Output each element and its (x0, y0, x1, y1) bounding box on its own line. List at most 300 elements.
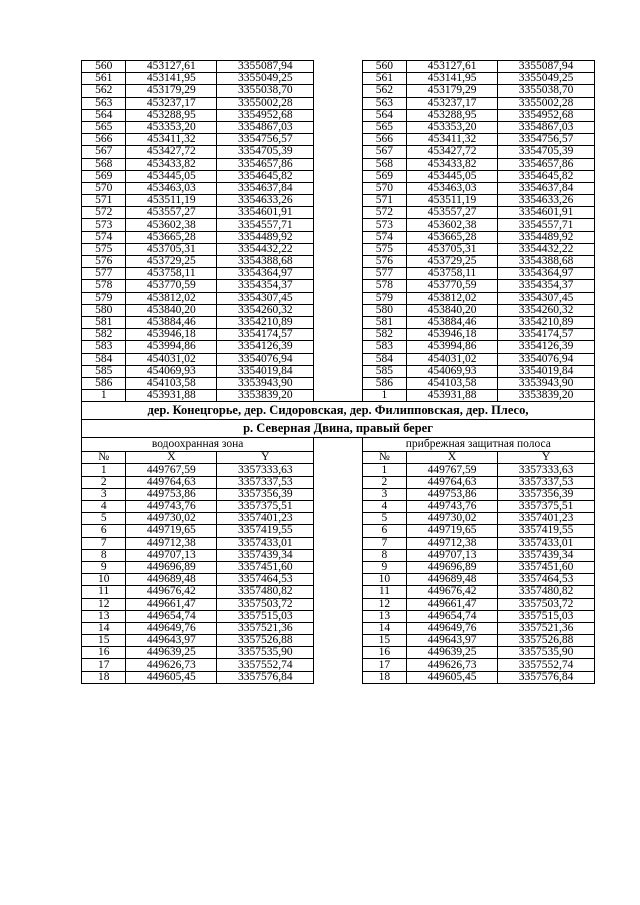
right-point-number: 16 (362, 647, 406, 659)
left-x-coordinate: 453288,95 (126, 109, 217, 121)
left-point-number: 560 (82, 61, 126, 73)
left-x-coordinate: 453433,82 (126, 158, 217, 170)
table-row (82, 377, 595, 389)
right-x-coordinate: 453141,95 (407, 73, 498, 85)
left-y-coordinate: 3355038,70 (217, 85, 314, 97)
left-x-coordinate: 454031,02 (126, 353, 217, 365)
left-y-coordinate: 3354489,92 (217, 231, 314, 243)
left-x-coordinate: 449661,47 (126, 598, 217, 610)
right-x-coordinate: 453511,19 (407, 195, 498, 207)
right-y-coordinate: 3355087,94 (498, 61, 595, 73)
right-y-coordinate: 3354489,92 (498, 231, 595, 243)
left-point-number: 576 (82, 256, 126, 268)
left-y-coordinate: 3357576,84 (217, 671, 314, 683)
right-point-number: 1 (362, 390, 406, 402)
left-x-coordinate: 454103,58 (126, 377, 217, 389)
left-point-number: 584 (82, 353, 126, 365)
right-y-coordinate: 3357552,74 (498, 659, 595, 671)
left-point-number: 578 (82, 280, 126, 292)
left-y-coordinate: 3357515,03 (217, 610, 314, 622)
left-y-coordinate: 3354601,91 (217, 207, 314, 219)
left-point-number: 577 (82, 268, 126, 280)
right-x-coordinate: 453411,32 (407, 134, 498, 146)
left-y-coordinate: 3357535,90 (217, 647, 314, 659)
right-x-coordinate: 449730,02 (407, 513, 498, 525)
left-y-coordinate: 3354388,68 (217, 256, 314, 268)
gap-cell (314, 671, 362, 683)
right-y-coordinate: 3354557,71 (498, 219, 595, 231)
gap-cell (314, 549, 362, 561)
right-point-number: 7 (362, 537, 406, 549)
left-point-number: 563 (82, 97, 126, 109)
top-rows (82, 61, 595, 402)
left-x-coordinate: 453729,25 (126, 256, 217, 268)
left-x-coordinate: 453127,61 (126, 61, 217, 73)
left-point-number: 572 (82, 207, 126, 219)
right-y-coordinate: 3357433,01 (498, 537, 595, 549)
right-y-coordinate: 3353839,20 (498, 390, 595, 402)
gap-cell (314, 207, 362, 219)
gap-cell (314, 170, 362, 182)
col-header-n: № (82, 452, 126, 464)
gap-cell (314, 280, 362, 292)
gap-cell (314, 537, 362, 549)
left-y-coordinate: 3357552,74 (217, 659, 314, 671)
left-y-coordinate: 3357401,23 (217, 513, 314, 525)
left-point-number: 564 (82, 109, 126, 121)
left-x-coordinate: 449707,13 (126, 549, 217, 561)
gap-cell (314, 574, 362, 586)
zone-right-label: прибрежная защитная полоса (362, 438, 594, 452)
right-point-number: 2 (362, 476, 406, 488)
left-y-coordinate: 3354952,68 (217, 109, 314, 121)
gap-cell (314, 304, 362, 316)
gap-cell (314, 158, 362, 170)
right-x-coordinate: 453770,59 (407, 280, 498, 292)
table-row (82, 353, 595, 365)
left-point-number: 567 (82, 146, 126, 158)
right-y-coordinate: 3357439,34 (498, 549, 595, 561)
right-x-coordinate: 453758,11 (407, 268, 498, 280)
left-y-coordinate: 3357464,53 (217, 574, 314, 586)
table-row (82, 537, 595, 549)
left-point-number: 5 (82, 513, 126, 525)
left-point-number: 16 (82, 647, 126, 659)
left-x-coordinate: 449712,38 (126, 537, 217, 549)
right-point-number: 561 (362, 73, 406, 85)
right-x-coordinate: 449654,74 (407, 610, 498, 622)
left-x-coordinate: 453237,17 (126, 97, 217, 109)
left-point-number: 573 (82, 219, 126, 231)
left-x-coordinate: 453884,46 (126, 316, 217, 328)
left-y-coordinate: 3355002,28 (217, 97, 314, 109)
left-x-coordinate: 449719,65 (126, 525, 217, 537)
right-point-number: 566 (362, 134, 406, 146)
right-point-number: 1 (362, 464, 406, 476)
right-point-number: 15 (362, 635, 406, 647)
right-point-number: 584 (362, 353, 406, 365)
left-point-number: 582 (82, 329, 126, 341)
left-y-coordinate: 3357480,82 (217, 586, 314, 598)
left-y-coordinate: 3354307,45 (217, 292, 314, 304)
left-point-number: 571 (82, 195, 126, 207)
right-point-number: 10 (362, 574, 406, 586)
right-x-coordinate: 453994,86 (407, 341, 498, 353)
table-row (82, 207, 595, 219)
gap-cell (314, 134, 362, 146)
table-row (82, 109, 595, 121)
left-point-number: 565 (82, 121, 126, 133)
right-point-number: 567 (362, 146, 406, 158)
left-y-coordinate: 3354867,03 (217, 121, 314, 133)
col-header-n: № (362, 452, 406, 464)
gap-cell (314, 195, 362, 207)
col-header-y: Y (498, 452, 595, 464)
gap-cell (314, 377, 362, 389)
right-y-coordinate: 3357535,90 (498, 647, 595, 659)
gap-cell (314, 341, 362, 353)
right-x-coordinate: 449764,63 (407, 476, 498, 488)
left-point-number: 6 (82, 525, 126, 537)
right-point-number: 571 (362, 195, 406, 207)
right-y-coordinate: 3357526,88 (498, 635, 595, 647)
right-x-coordinate: 449753,86 (407, 488, 498, 500)
right-y-coordinate: 3357480,82 (498, 586, 595, 598)
left-y-coordinate: 3354126,39 (217, 341, 314, 353)
right-x-coordinate: 453237,17 (407, 97, 498, 109)
left-x-coordinate: 449753,86 (126, 488, 217, 500)
left-x-coordinate: 449743,76 (126, 501, 217, 513)
right-x-coordinate: 453433,82 (407, 158, 498, 170)
right-y-coordinate: 3357451,60 (498, 561, 595, 573)
table-row (82, 329, 595, 341)
left-y-coordinate: 3354756,57 (217, 134, 314, 146)
right-point-number: 11 (362, 586, 406, 598)
table-row (82, 61, 595, 73)
left-x-coordinate: 449654,74 (126, 610, 217, 622)
right-y-coordinate: 3354657,86 (498, 158, 595, 170)
left-point-number: 18 (82, 671, 126, 683)
left-y-coordinate: 3357375,51 (217, 501, 314, 513)
right-point-number: 570 (362, 182, 406, 194)
table-row (82, 365, 595, 377)
left-y-coordinate: 3357526,88 (217, 635, 314, 647)
table-row (82, 549, 595, 561)
right-point-number: 586 (362, 377, 406, 389)
table-row (82, 586, 595, 598)
right-y-coordinate: 3354952,68 (498, 109, 595, 121)
table-row (82, 268, 595, 280)
table-row (82, 671, 595, 683)
left-x-coordinate: 453770,59 (126, 280, 217, 292)
right-point-number: 582 (362, 329, 406, 341)
left-x-coordinate: 453705,31 (126, 243, 217, 255)
section-title-line2: р. Северная Двина, правый берег (82, 420, 595, 438)
gap-cell (314, 353, 362, 365)
left-y-coordinate: 3354705,39 (217, 146, 314, 158)
right-point-number: 18 (362, 671, 406, 683)
left-x-coordinate: 449767,59 (126, 464, 217, 476)
table-row (82, 256, 595, 268)
left-point-number: 1 (82, 390, 126, 402)
right-x-coordinate: 453931,88 (407, 390, 498, 402)
table-row (82, 73, 595, 85)
right-y-coordinate: 3357333,63 (498, 464, 595, 476)
table-row (82, 501, 595, 513)
left-y-coordinate: 3354076,94 (217, 353, 314, 365)
gap-cell (314, 513, 362, 525)
gap-cell (314, 452, 362, 464)
table-row (82, 341, 595, 353)
bottom-rows (82, 464, 595, 683)
right-x-coordinate: 449767,59 (407, 464, 498, 476)
right-x-coordinate: 453288,95 (407, 109, 498, 121)
table-row (82, 598, 595, 610)
right-y-coordinate: 3354126,39 (498, 341, 595, 353)
right-point-number: 583 (362, 341, 406, 353)
left-x-coordinate: 453602,38 (126, 219, 217, 231)
gap-cell (314, 610, 362, 622)
right-x-coordinate: 453705,31 (407, 243, 498, 255)
gap-cell (314, 243, 362, 255)
gap-cell (314, 219, 362, 231)
left-y-coordinate: 3354432,22 (217, 243, 314, 255)
gap-cell (314, 268, 362, 280)
col-header-x: X (126, 452, 217, 464)
gap-cell (314, 97, 362, 109)
right-y-coordinate: 3355038,70 (498, 85, 595, 97)
left-y-coordinate: 3357337,53 (217, 476, 314, 488)
left-point-number: 562 (82, 85, 126, 97)
table-row (82, 134, 595, 146)
right-point-number: 565 (362, 121, 406, 133)
right-x-coordinate: 449689,48 (407, 574, 498, 586)
left-x-coordinate: 453931,88 (126, 390, 217, 402)
left-point-number: 570 (82, 182, 126, 194)
gap-cell (314, 109, 362, 121)
left-x-coordinate: 453511,19 (126, 195, 217, 207)
left-x-coordinate: 453353,20 (126, 121, 217, 133)
left-point-number: 581 (82, 316, 126, 328)
table-row (82, 195, 595, 207)
gap-cell (314, 647, 362, 659)
right-point-number: 562 (362, 85, 406, 97)
right-x-coordinate: 449676,42 (407, 586, 498, 598)
left-x-coordinate: 453141,95 (126, 73, 217, 85)
table-row (82, 390, 595, 402)
right-x-coordinate: 453946,18 (407, 329, 498, 341)
right-y-coordinate: 3353943,90 (498, 377, 595, 389)
right-y-coordinate: 3354354,37 (498, 280, 595, 292)
coordinates-table (81, 60, 595, 684)
left-y-coordinate: 3357521,36 (217, 622, 314, 634)
left-y-coordinate: 3357439,34 (217, 549, 314, 561)
right-x-coordinate: 453127,61 (407, 61, 498, 73)
table-row (82, 121, 595, 133)
left-point-number: 11 (82, 586, 126, 598)
left-y-coordinate: 3354210,89 (217, 316, 314, 328)
right-point-number: 6 (362, 525, 406, 537)
right-y-coordinate: 3357515,03 (498, 610, 595, 622)
left-point-number: 17 (82, 659, 126, 671)
left-y-coordinate: 3354657,86 (217, 158, 314, 170)
right-x-coordinate: 449712,38 (407, 537, 498, 549)
table-row (82, 622, 595, 634)
right-x-coordinate: 454103,58 (407, 377, 498, 389)
right-point-number: 581 (362, 316, 406, 328)
gap-cell (314, 501, 362, 513)
left-x-coordinate: 454069,93 (126, 365, 217, 377)
left-point-number: 9 (82, 561, 126, 573)
gap-cell (314, 231, 362, 243)
left-y-coordinate: 3354019,84 (217, 365, 314, 377)
table-row (82, 231, 595, 243)
table-row (82, 513, 595, 525)
table-row (82, 219, 595, 231)
right-x-coordinate: 453353,20 (407, 121, 498, 133)
left-y-coordinate: 3354557,71 (217, 219, 314, 231)
right-y-coordinate: 3354076,94 (498, 353, 595, 365)
left-point-number: 574 (82, 231, 126, 243)
table-row (82, 243, 595, 255)
col-header-y: Y (217, 452, 314, 464)
left-point-number: 3 (82, 488, 126, 500)
right-x-coordinate: 453179,29 (407, 85, 498, 97)
left-y-coordinate: 3353839,20 (217, 390, 314, 402)
table-row (82, 304, 595, 316)
right-x-coordinate: 453463,03 (407, 182, 498, 194)
left-point-number: 14 (82, 622, 126, 634)
right-y-coordinate: 3354633,26 (498, 195, 595, 207)
right-x-coordinate: 453445,05 (407, 170, 498, 182)
left-x-coordinate: 453840,20 (126, 304, 217, 316)
right-y-coordinate: 3354637,84 (498, 182, 595, 194)
table-row (82, 635, 595, 647)
right-point-number: 578 (362, 280, 406, 292)
right-x-coordinate: 449743,76 (407, 501, 498, 513)
right-x-coordinate: 454031,02 (407, 353, 498, 365)
left-x-coordinate: 453665,28 (126, 231, 217, 243)
right-point-number: 13 (362, 610, 406, 622)
section-header (82, 402, 595, 464)
left-x-coordinate: 449689,48 (126, 574, 217, 586)
gap-cell (314, 121, 362, 133)
left-y-coordinate: 3357433,01 (217, 537, 314, 549)
gap-cell (314, 390, 362, 402)
right-y-coordinate: 3357401,23 (498, 513, 595, 525)
right-x-coordinate: 449643,97 (407, 635, 498, 647)
left-x-coordinate: 449764,63 (126, 476, 217, 488)
right-y-coordinate: 3354432,22 (498, 243, 595, 255)
right-x-coordinate: 449696,89 (407, 561, 498, 573)
right-x-coordinate: 454069,93 (407, 365, 498, 377)
table-row (82, 574, 595, 586)
left-x-coordinate: 449696,89 (126, 561, 217, 573)
left-x-coordinate: 449649,76 (126, 622, 217, 634)
right-y-coordinate: 3354307,45 (498, 292, 595, 304)
left-point-number: 15 (82, 635, 126, 647)
right-x-coordinate: 453812,02 (407, 292, 498, 304)
left-x-coordinate: 453445,05 (126, 170, 217, 182)
left-point-number: 2 (82, 476, 126, 488)
right-x-coordinate: 449719,65 (407, 525, 498, 537)
right-point-number: 4 (362, 501, 406, 513)
right-x-coordinate: 453840,20 (407, 304, 498, 316)
left-point-number: 10 (82, 574, 126, 586)
right-y-coordinate: 3355002,28 (498, 97, 595, 109)
right-point-number: 575 (362, 243, 406, 255)
right-y-coordinate: 3354756,57 (498, 134, 595, 146)
right-point-number: 577 (362, 268, 406, 280)
left-point-number: 4 (82, 501, 126, 513)
right-x-coordinate: 449605,45 (407, 671, 498, 683)
gap-cell (314, 561, 362, 573)
left-point-number: 580 (82, 304, 126, 316)
right-y-coordinate: 3354867,03 (498, 121, 595, 133)
left-point-number: 1 (82, 464, 126, 476)
gap-cell (314, 146, 362, 158)
right-point-number: 569 (362, 170, 406, 182)
table-row (82, 647, 595, 659)
gap-cell (314, 622, 362, 634)
col-header-x: X (407, 452, 498, 464)
table-row (82, 525, 595, 537)
left-point-number: 575 (82, 243, 126, 255)
right-point-number: 14 (362, 622, 406, 634)
table-row (82, 292, 595, 304)
right-y-coordinate: 3354364,97 (498, 268, 595, 280)
right-point-number: 8 (362, 549, 406, 561)
right-y-coordinate: 3355049,25 (498, 73, 595, 85)
gap-cell (314, 182, 362, 194)
gap-cell (314, 659, 362, 671)
left-x-coordinate: 453946,18 (126, 329, 217, 341)
right-x-coordinate: 453665,28 (407, 231, 498, 243)
left-y-coordinate: 3354260,32 (217, 304, 314, 316)
table-row (82, 488, 595, 500)
left-y-coordinate: 3354364,97 (217, 268, 314, 280)
table-row (82, 476, 595, 488)
table-row (82, 146, 595, 158)
left-point-number: 579 (82, 292, 126, 304)
left-y-coordinate: 3355087,94 (217, 61, 314, 73)
table-row (82, 316, 595, 328)
left-point-number: 7 (82, 537, 126, 549)
gap-cell (314, 598, 362, 610)
gap-cell (314, 316, 362, 328)
right-point-number: 3 (362, 488, 406, 500)
left-point-number: 586 (82, 377, 126, 389)
right-y-coordinate: 3354174,57 (498, 329, 595, 341)
left-y-coordinate: 3354633,26 (217, 195, 314, 207)
right-point-number: 576 (362, 256, 406, 268)
left-x-coordinate: 453427,72 (126, 146, 217, 158)
right-point-number: 17 (362, 659, 406, 671)
left-x-coordinate: 453179,29 (126, 85, 217, 97)
gap-cell (314, 365, 362, 377)
left-y-coordinate: 3354354,37 (217, 280, 314, 292)
right-point-number: 12 (362, 598, 406, 610)
table-row (82, 182, 595, 194)
left-point-number: 568 (82, 158, 126, 170)
right-y-coordinate: 3354388,68 (498, 256, 595, 268)
right-y-coordinate: 3357419,55 (498, 525, 595, 537)
right-y-coordinate: 3357337,53 (498, 476, 595, 488)
table-row (82, 158, 595, 170)
right-point-number: 563 (362, 97, 406, 109)
right-x-coordinate: 449707,13 (407, 549, 498, 561)
left-x-coordinate: 453812,02 (126, 292, 217, 304)
